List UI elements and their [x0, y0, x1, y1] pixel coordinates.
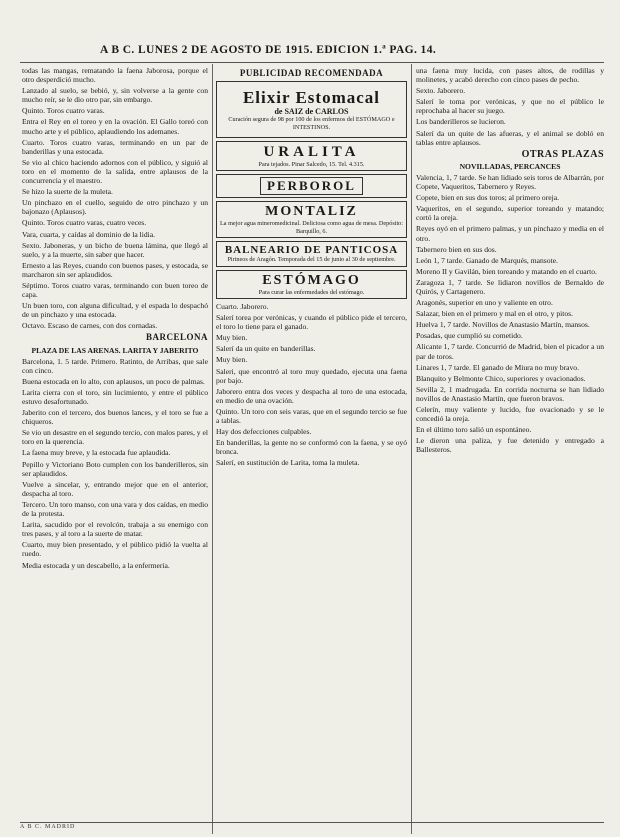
ad-estomago-title: ESTÓMAGO — [262, 272, 361, 288]
col3-para: Moreno II y Gavilán, bien toreando y matando en el cuarto. — [416, 266, 597, 276]
col1-para: Se vio al chico haciendo adornos con el público, y siguió al toro en el momento de la salida, entre aplausos de la concurrencia y el maestro. — [22, 157, 208, 186]
column-2 — [216, 66, 407, 824]
ad-montaliz-title: MONTALIZ — [265, 204, 358, 220]
col1-para: Vuelve a sincelar, y, entrando mejor que en el anterior, despacha al toro. — [22, 479, 208, 498]
col3-para: Reyes oyó en el primero palmas, y un pinchazo y media en el otro. — [416, 224, 604, 243]
ad-panticosa — [216, 241, 407, 266]
col1-para: Larita cierra con el toro, sin lucimiento, y entre el público estuvo desafortunado. — [22, 387, 208, 406]
section-heading-otras-plazas: OTRAS PLAZAS — [521, 148, 604, 160]
col1-para: Larita, sacudido por el revolcón, trabaja a su enemigo con tres pases, y al toro a la suerte de matar. — [22, 520, 208, 539]
footer-rule — [20, 822, 604, 823]
col1-para: Se vio un desastre en el segundo tercio, con malos pares, y el toro en la querencia. — [22, 428, 208, 447]
col3-para: Salerí da un quite de las afueras, y el animal se dobló en tablas entre aplausos. — [416, 128, 604, 147]
col3-para: Valencia, 1, 7 tarde. Se han lidiado seis toros de Albarrán, por Copete, Vaqueritos, Tabernero y Reyes. — [416, 172, 604, 192]
col1-para: Barcelona, 1. 5 tarde. Primero. Ratinto, de Arribas, que sale con cinco. — [22, 356, 208, 375]
col3-para: Sexto. Jaborero. — [416, 86, 466, 96]
ad-elixir-subtitle: de SAIZ de CARLOS — [274, 107, 349, 117]
col1-para: Quinto. Toros cuatro varas. — [22, 106, 105, 116]
section-subheading-plaza: PLAZA DE LAS ARENAS. LARITA Y JABERITO — [31, 345, 199, 355]
col1-para: Pepillo y Victoriano Boto cumplen con los banderilleros, sin ser aplaudidos. — [22, 459, 208, 478]
col2-para: Jaborero entra dos veces y despacha al toro de una estocada, en medio de una ovación. — [216, 386, 407, 405]
col1-para: Entra el Rey en el toreo y en la ovación. El Gallo toreó con mucho arte y el público, aplaudiendo los ademanes. — [22, 117, 208, 136]
col1-para: Un pinchazo en el cuello, seguido de otro pinchazo y un bajonazo (Aplausos). — [22, 198, 208, 217]
col2-para: En banderillas, la gente no se conformó con la faena, y se oyó bronca. — [216, 438, 407, 457]
col1-para: Cuarto. Toros cuatro varas, terminando en un par de banderillas y una estocada. — [22, 137, 208, 156]
col1-para: Octavo. Escaso de carnes, con dos cornadas. — [22, 321, 158, 331]
col3-para: Blanquito y Belmonte Chico, superiores y ovacionados. — [416, 373, 586, 383]
col1-para: Jaberito con el tercero, dos buenos lances, y el toro se fue a chiqueros. — [22, 408, 208, 427]
col1-para: Cuarto, muy bien presentado, y el público pidió la vuelta al ruedo. — [22, 540, 208, 559]
col3-para: Los banderilleros se lucieron. — [416, 117, 506, 127]
col1-para: Vara, cuarta, y caídas al dominio de la lidia. — [22, 229, 156, 239]
col3-para: Vaqueritos, en el segundo, superior toreando y matando; cortó la oreja. — [416, 204, 604, 223]
ad-montaliz — [216, 201, 407, 238]
col1-para: Un buen toro, con alguna dificultad, y el espada lo despachó de un pinchazo y una estocada. — [22, 301, 208, 320]
ad-elixir-title: Elixir Estomacal — [242, 88, 381, 108]
col3-para: Aragonés, superior en uno y valiente en otro. — [416, 298, 553, 308]
section-subheading-novilladas: NOVILLADAS, PERCANCES — [459, 161, 561, 171]
col1-para: Se hizo la suerte de la muleta. — [22, 187, 113, 197]
col2-para: Salerí, en sustitución de Larita, toma la muleta. — [216, 458, 360, 468]
col1-para: Sexto. Jaboneras, y un bicho de buena lámina, que llegó al suelo, y a la muerte, sin saber que hacer. — [22, 240, 208, 259]
ad-elixir-estomacal — [216, 81, 407, 138]
col1-para: La faena muy breve, y la estocada fue aplaudida. — [22, 448, 171, 458]
ad-elixir-text: Curación segura de 98 por 100 de los enfermos del ESTÓMAGO e INTESTINOS. — [228, 116, 395, 131]
ad-estomago-text: Para curar las enfermedades del estómago. — [258, 288, 365, 296]
page-header: A B C. LUNES 2 DE AGOSTO DE 1915. EDICION 1.ª PAG. 14. — [100, 44, 437, 56]
col3-para: En el último toro salió un espontáneo. — [416, 425, 532, 435]
column-1 — [22, 66, 208, 824]
ad-panticosa-title: BALNEARIO DE PANTICOSA — [224, 244, 399, 257]
col2-para: Quinto. Un toro con seis varas, que en el segundo tercio se fue a tablas. — [216, 406, 407, 425]
col3-para: Huelva 1, 7 tarde. Novillos de Anastasio Martín, mansos. — [416, 320, 590, 330]
section-heading-barcelona: BARCELONA — [145, 332, 208, 343]
col3-para: Celerín, muy valiente y lucido, fue ovacionado y se le concedió la oreja. — [416, 405, 604, 424]
col1-para: Lanzado al suelo, se bebió, y, sin volverse a la gente con mucho reír, se le dio otro par, sin embargo. — [22, 86, 208, 105]
col1-para: Quinto. Toros cuatro varas, cuatro veces. — [22, 218, 147, 228]
col3-para: Linares 1, 7 tarde. El ganado de Miura no muy bravo. — [416, 362, 580, 372]
col3-para: Tabernero bien en sus dos. — [416, 244, 497, 254]
ad-uralita-text: Para tejados. Pinar Salcedo, 15. Tel. 4.315. — [258, 160, 365, 168]
ad-uralita-title: URALITA — [263, 143, 360, 160]
ad-uralita — [216, 141, 407, 171]
col2-para: Salerí torea por verónicas, y cuando el público pide el tercero, el toro lo tiene para el ganado. — [216, 313, 407, 332]
column-3 — [416, 66, 604, 824]
column-divider-2 — [411, 64, 412, 834]
col1-para: todas las mangas, rematando la faena Jaborosa, porque el otro desperdició mucho. — [22, 66, 208, 85]
col2-para: Cuarto. Jaborero. — [216, 301, 269, 311]
section-heading-publicidad: PUBLICIDAD RECOMENDADA — [239, 68, 384, 78]
col3-para: Posadas, que cumplió su cometido. — [416, 331, 523, 341]
col1-para: Ernesto a las Reyes, cuando con buenos pases, y estocada, se marcharon sin ser aplaudidos. — [22, 260, 208, 279]
col2-para: Muy bien. — [216, 333, 248, 343]
col2-para: Salerí da un quite en banderillas. — [216, 344, 316, 354]
footer-text: A B C. MADRID — [20, 824, 76, 830]
col3-para: Sevilla 2, 1 madrugada. En corrida nocturna se han lidiado novillos de Anastasio Martín, que fueron bravos. — [416, 384, 604, 403]
col3-para: una faena muy lucida, con pases altos, de rodillas y molinetes, y acabó derecho con cinco pases de pecho. — [416, 66, 604, 85]
ad-montaliz-text: La mejor agua mineromedicinal. Deliciosa como agua de mesa. Depósito: Barquillo, 6. — [220, 220, 403, 235]
col3-para: Copete, bien en sus dos toros; al primero oreja. — [416, 193, 559, 203]
col1-para: Tercero. Un toro manso, con una vara y dos caídas, en medio de la protesta. — [22, 499, 208, 519]
column-divider-1 — [212, 64, 213, 834]
ad-panticosa-text: Pirineos de Aragón. Temporada del 15 de junio al 30 de septiembre. — [227, 256, 396, 264]
col3-para: Salerí le toma por verónicas, y que no el público le reprochaba al hacer su juego. — [416, 97, 604, 116]
col3-para: Le dieron una paliza, y fue detenido y entregado a Ballesteros. — [416, 436, 604, 455]
col1-para: Séptimo. Toros cuatro varas, terminando con buen toreo de capa. — [22, 280, 208, 300]
col2-para: Muy bien. — [216, 355, 248, 365]
ad-perborol — [216, 174, 407, 198]
col3-para: Salazar, bien en el primero y mal en el otro, y pitos. — [416, 309, 574, 319]
ad-perborol-title: PERBOROL — [260, 177, 363, 195]
header-rule — [20, 62, 604, 63]
col3-para: León 1, 7 tarde. Ganado de Marqués, mansote. — [416, 255, 558, 265]
col1-para: Buena estocada en lo alto, con aplausos, un poco de palmas. — [22, 376, 205, 386]
col3-para: Zaragoza 1, 7 tarde. Se lidiaron novillos de Bernaldo de Quirós, y Cartagenero. — [416, 277, 604, 296]
col2-para: Saleri, que encontró al toro muy quedado, ejecuta una faena por bajo. — [216, 366, 407, 385]
col3-para: Alicante 1, 7 tarde. Concurrió de Madrid, bien el picador a un par de toros. — [416, 342, 604, 361]
col2-para: Hay dos defecciones culpables. — [216, 427, 312, 437]
ad-estomago — [216, 270, 407, 299]
col1-para: Media estocada y un descabello, a la enfermería. — [22, 560, 170, 570]
